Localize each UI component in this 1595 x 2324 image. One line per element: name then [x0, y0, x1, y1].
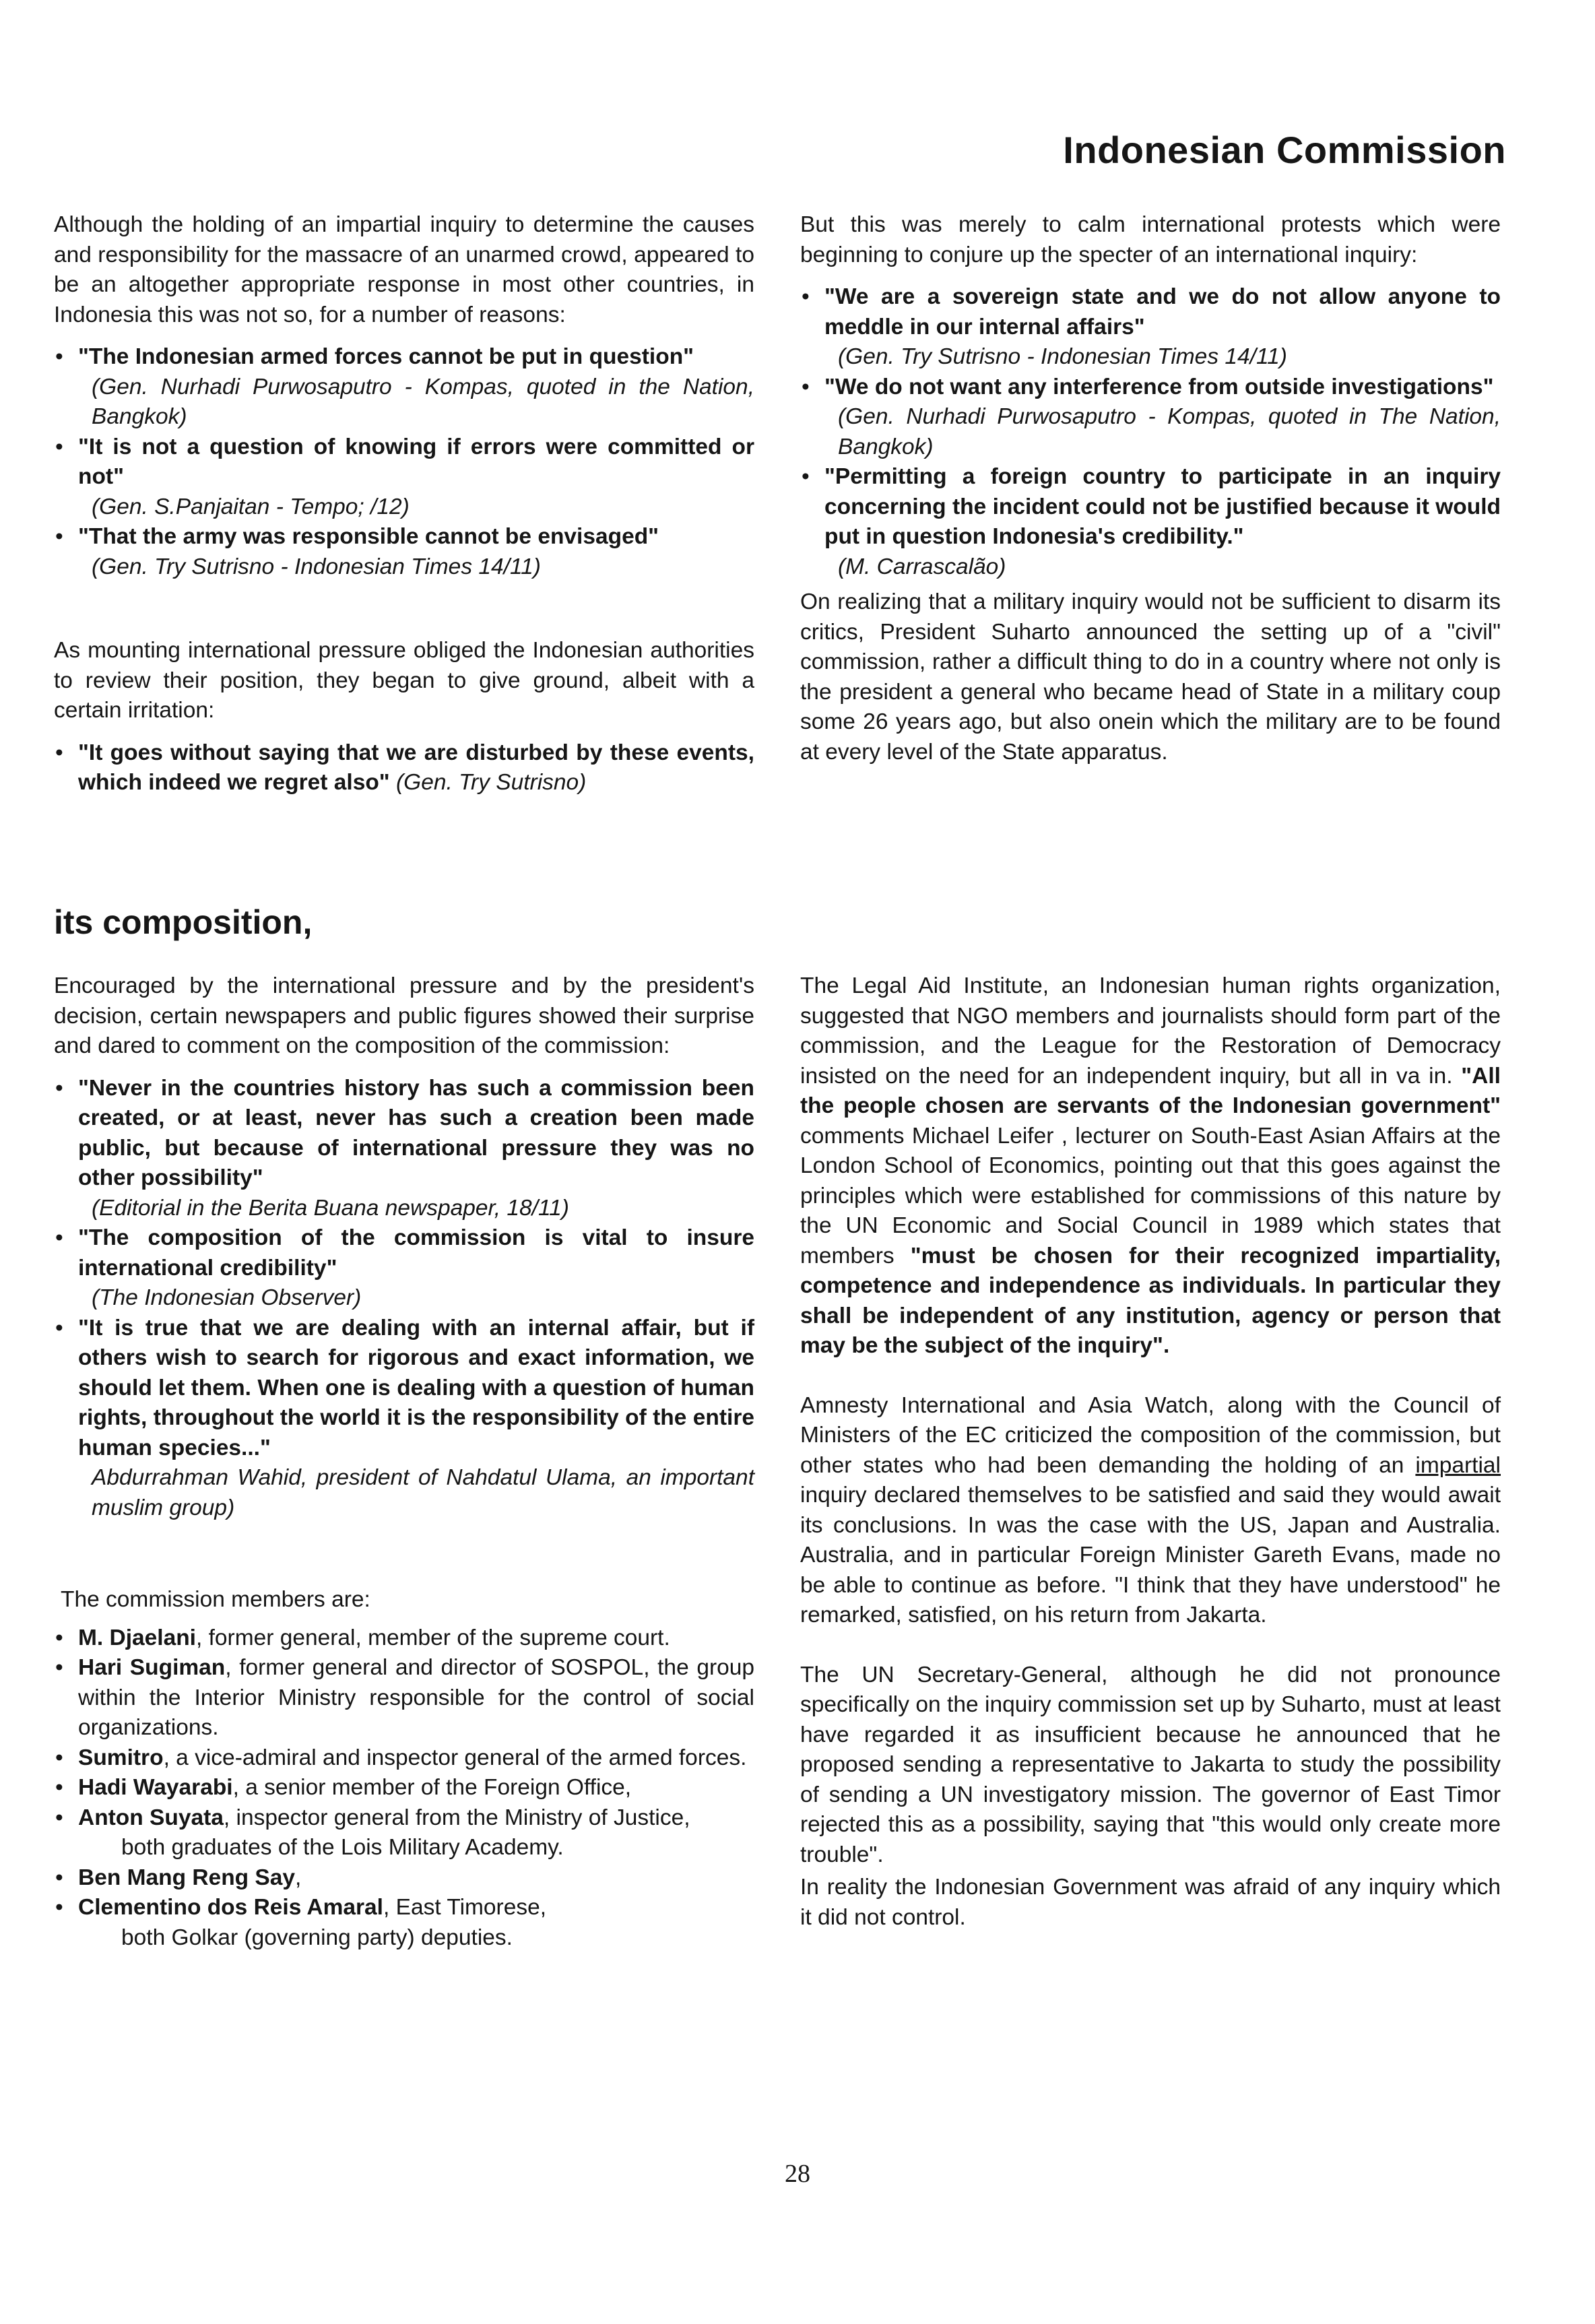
body-paragraph: In reality the Indonesian Government was afraid of any inquiry which it did not control.	[800, 1875, 1501, 1930]
quote-item	[54, 1223, 754, 1314]
body-text: Amnesty International and Asia Watch, along with the Council of Ministers of the EC criticized the composition of the commission, but other states who had been demanding the holding of an	[800, 1392, 1501, 1478]
quote-item	[54, 342, 754, 432]
quote-list	[800, 282, 1501, 582]
intro-paragraph: Although the holding of an impartial inquiry to determine the causes and responsibility for the massacre of an unarmed crowd, appeared to be an altogether appropriate response in most other countries, in Indonesia this was not so, for a number of reasons:	[54, 212, 754, 327]
member-item	[54, 1863, 754, 1894]
member-desc: , inspector general from the Ministry of Justice,	[223, 1805, 690, 1830]
member-item	[54, 1743, 754, 1774]
quote-text: "It is not a question of knowing if errors were committed or not"	[78, 434, 754, 489]
member-desc: , a senior member of the Foreign Office,	[232, 1775, 632, 1800]
quote-list	[54, 342, 754, 582]
body-text: The Legal Aid Institute, an Indonesian human rights organization, suggested that NGO members and journalists should form part of the commission, and the League for the Restoration of Democracy insisted on the need for an independent inquiry, but all in va in.	[800, 973, 1501, 1089]
quote-source: (Gen. Nurhadi Purwosaputro - Kompas, quoted in The Nation, Bangkok)	[838, 404, 1501, 459]
quote-source: (Gen. Nurhadi Purwosaputro - Kompas, quoted in the Nation, Bangkok)	[92, 374, 754, 429]
quote-item	[54, 738, 754, 798]
page-title: Indonesian Commission	[1063, 129, 1506, 171]
quote-text: "Never in the countries history has such a commission been created, or at least, never has such a creation been made public, but because of international pressure they was no other possibility"	[78, 1075, 754, 1190]
section2-left-column	[54, 971, 754, 1953]
quote-text: "It is true that we are dealing with an internal affair, but if others wish to search for rigorous and exact information, we should let them. When one is dealing with a question of human rights, throughout the world it is the responsibility of the entire human species..."	[78, 1315, 754, 1460]
body-paragraph: As mounting international pressure obliged the Indonesian authorities to review their position, they began to give ground, albeit with a certain irritation:	[54, 638, 754, 723]
member-list	[54, 1623, 754, 1954]
member-item	[54, 1773, 754, 1803]
quote-text: "The Indonesian armed forces cannot be put in question"	[78, 344, 694, 369]
quote-item	[54, 432, 754, 523]
quote-text: "We do not want any interference from outside investigations"	[824, 374, 1494, 399]
quote-item	[800, 373, 1501, 463]
member-note: both graduates of the Lois Military Academy.	[121, 1835, 564, 1860]
body-text: inquiry declared themselves to be satisfied and said they would await its conclusions. In was the case with the US, Japan and Australia. Australia, and in particular Foreign Minister Gareth Evans, made no be able to continue as before. "I think that they have understood" he remarked, satisfied, on his return from Jakarta.	[800, 1483, 1501, 1627]
quote-source: Abdurrahman Wahid, president of Nahdatul Ulama, an important muslim group)	[92, 1465, 754, 1520]
member-name: Clementino dos Reis Amaral	[78, 1895, 383, 1920]
member-desc: ,	[295, 1865, 302, 1890]
quote-list	[54, 1074, 754, 1524]
member-desc: , a vice-admiral and inspector general of the armed forces.	[163, 1745, 747, 1770]
quote-item	[54, 1074, 754, 1224]
section-heading: its composition,	[54, 903, 313, 941]
quote-item	[54, 522, 754, 582]
member-item	[54, 1653, 754, 1743]
intro-paragraph: Encouraged by the international pressure and by the president's decision, certain newspapers and public figures showed their surprise and dared to comment on the composition of the commission:	[54, 973, 754, 1058]
quote-source: (Gen. S.Panjaitan - Tempo; /12)	[92, 494, 410, 519]
member-name: Hadi Wayarabi	[78, 1775, 233, 1800]
member-item	[54, 1803, 754, 1863]
member-desc: , former general and director of SOSPOL, the group within the Interior Ministry responsible for the control of social organizations.	[78, 1655, 755, 1740]
quote-text: "It goes without saying that we are disturbed by these events, which indeed we regret also"	[78, 740, 754, 795]
quote-source: (Editorial in the Berita Buana newspaper, 18/11)	[92, 1195, 569, 1221]
quote-item	[800, 462, 1501, 582]
body-paragraph	[800, 1391, 1501, 1631]
section1-right-column	[800, 210, 1501, 767]
body-paragraph: On realizing that a military inquiry would not be sufficient to disarm its critics, President Suharto announced the setting up of a "civil" commission, rather a difficult thing to do in a country where not only is the president a general who became head of State in a military coup some 26 years ago, but also onein which the military are to be found at every level of the State apparatus.	[800, 589, 1501, 765]
body-paragraph: The UN Secretary-General, although he did not pronounce specifically on the inquiry commission set up by Suharto, must at least have regarded it as insufficient because he announced that he proposed sending a representative to Jakarta to study the possibility of sending a UN investigatory mission. The governor of East Timor rejected this as a possibility, saying that "this would only create more trouble".	[800, 1662, 1501, 1867]
member-item	[54, 1893, 754, 1953]
member-note: both Golkar (governing party) deputies.	[121, 1925, 513, 1950]
member-item	[54, 1623, 754, 1654]
member-name: Hari Sugiman	[78, 1655, 226, 1680]
page-number: 28	[785, 2160, 810, 2188]
body-paragraph	[800, 971, 1501, 1361]
quote-source: (The Indonesian Observer)	[92, 1285, 362, 1310]
quote-source: (M. Carrascalão)	[838, 554, 1006, 579]
quote-source: (Gen. Try Sutrisno - Indonesian Times 14/11)	[92, 554, 541, 579]
section2-right-column	[800, 971, 1501, 1933]
quote-text: "must be chosen for their recognized impartiality, competence and independence as individuals. In particular they shall be independent of any institution, agency or person that may be the subject of the inquiry".	[800, 1243, 1501, 1358]
member-desc: , former general, member of the supreme court.	[196, 1625, 670, 1650]
quote-item	[54, 1314, 754, 1524]
member-name: Anton Suyata	[78, 1805, 224, 1830]
intro-paragraph: But this was merely to calm international protests which were beginning to conjure up the specter of an international inquiry:	[800, 212, 1501, 267]
member-desc: , East Timorese,	[383, 1895, 547, 1920]
quote-text: "The composition of the commission is vital to insure international credibility"	[78, 1225, 754, 1281]
section1-left-column	[54, 210, 754, 798]
quote-item	[800, 282, 1501, 373]
body-text: comments Michael Leifer , lecturer on South-East Asian Affairs at the London School of Economics, pointing out that this goes against the principles which were established for commissions of this nature by the UN Economic and Social Council in 1989 which states that members	[800, 1123, 1501, 1268]
quote-source: (Gen. Try Sutrisno - Indonesian Times 14/11)	[838, 344, 1287, 369]
member-name: Ben Mang Reng Say	[78, 1865, 296, 1890]
quote-text: "Permitting a foreign country to participate in an inquiry concerning the incident could not be justified because it would put in question Indonesia's credibility."	[824, 464, 1501, 549]
quote-text: "All the people chosen are servants of the Indonesian government"	[800, 1063, 1501, 1118]
member-name: Sumitro	[78, 1745, 164, 1770]
members-intro: The commission members are:	[61, 1587, 370, 1612]
quote-text: "That the army was responsible cannot be envisaged"	[78, 524, 659, 549]
quote-source: (Gen. Try Sutrisno)	[395, 770, 587, 795]
quote-list	[54, 738, 754, 798]
quote-text: "We are a sovereign state and we do not allow anyone to meddle in our internal affairs"	[824, 284, 1501, 340]
member-name: M. Djaelani	[78, 1625, 196, 1650]
underlined-word: impartial	[1415, 1452, 1501, 1478]
